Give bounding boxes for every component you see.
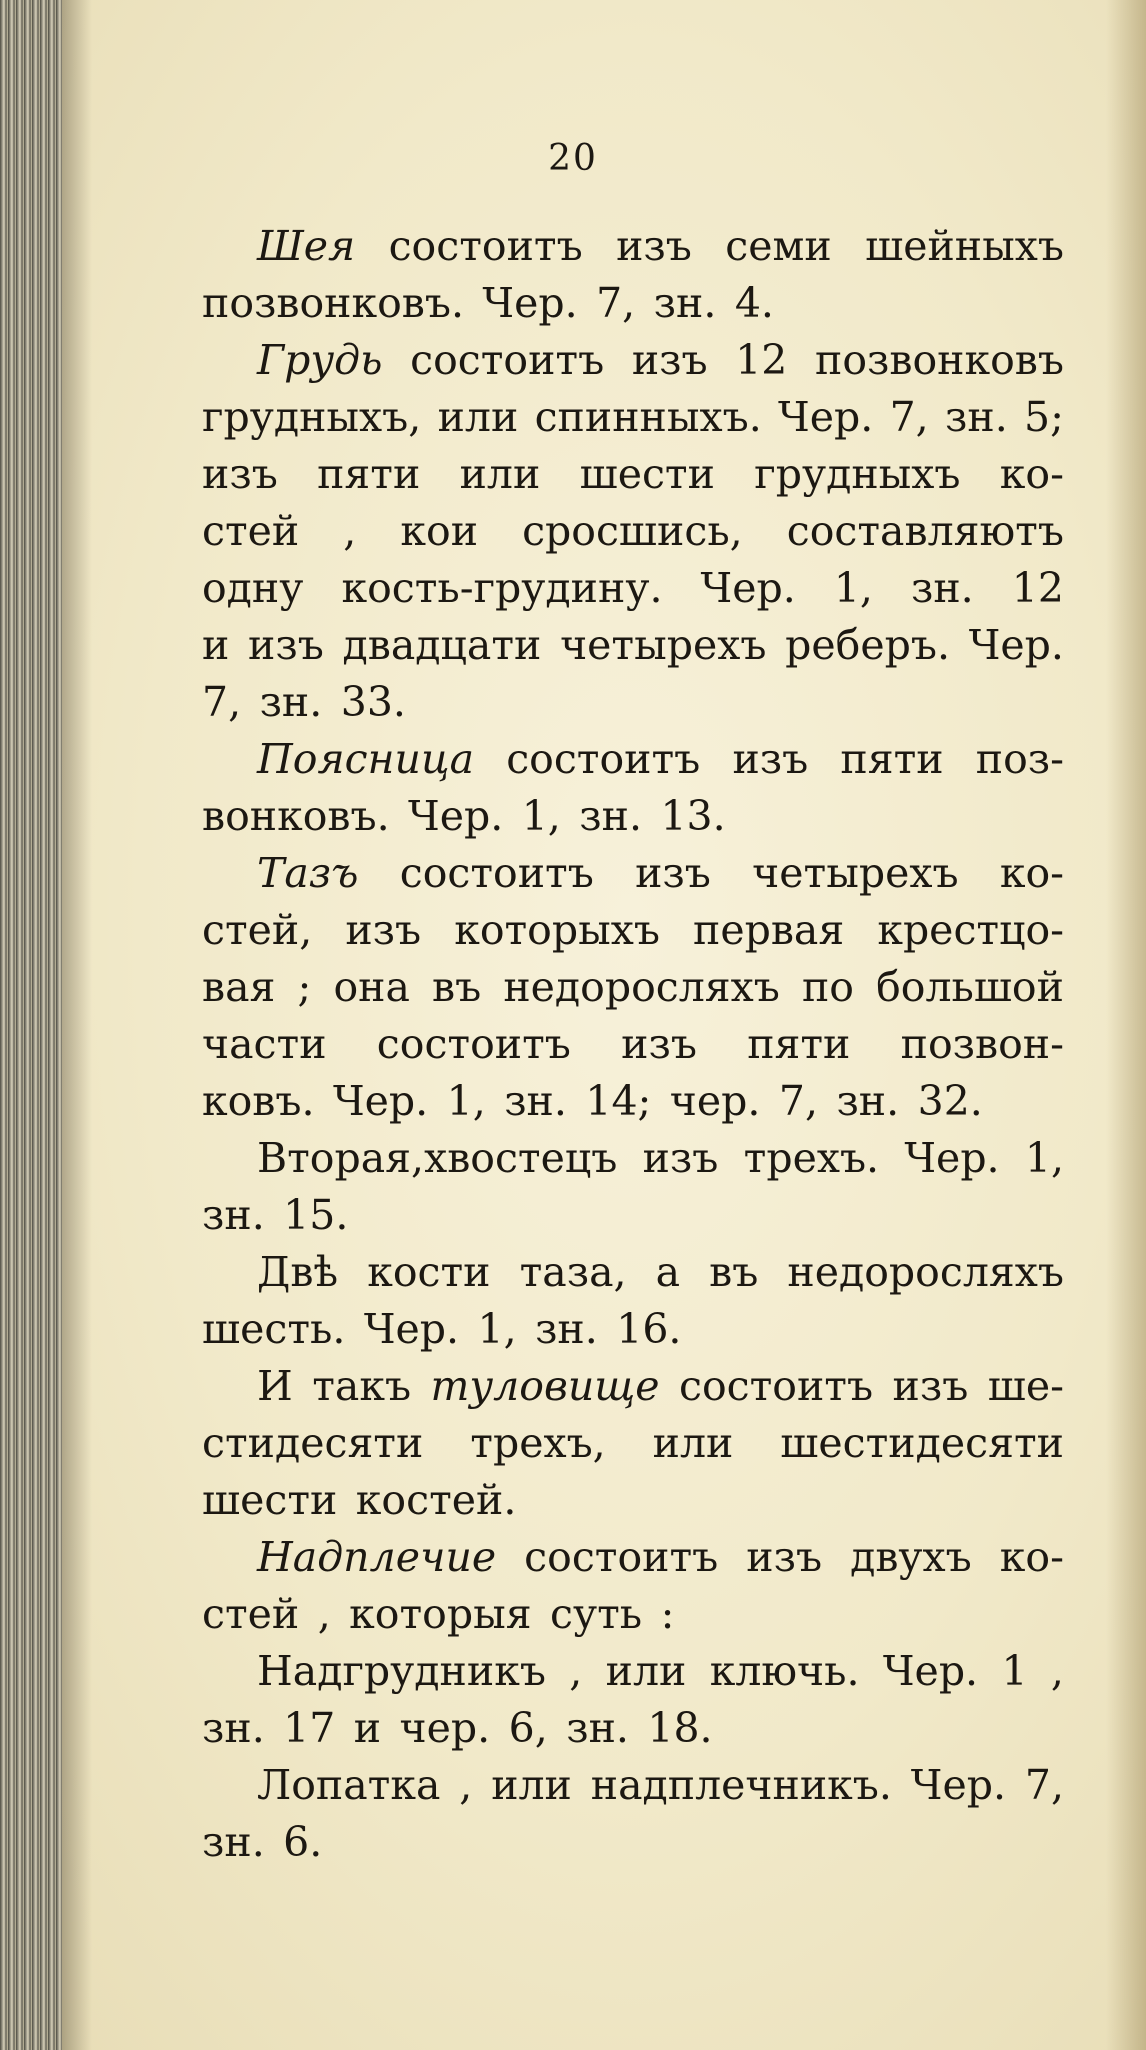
word: зн. [653, 279, 717, 327]
word: шейныхъ [865, 222, 1064, 270]
word: 32. [917, 1077, 983, 1125]
word: пяти [840, 735, 944, 783]
word: въ [432, 963, 482, 1011]
word: которыя [349, 1590, 532, 1638]
word: , [1050, 1647, 1064, 1695]
word: Чер. [408, 792, 504, 840]
word: зн. [910, 564, 974, 612]
word: Чер. [482, 279, 578, 327]
word: пяти [747, 1020, 851, 1068]
word: Чер. [904, 1134, 1000, 1182]
word: ключь. [709, 1647, 860, 1695]
gutter-shadow [62, 0, 92, 2050]
word: 1, [477, 1305, 517, 1353]
text-line [202, 788, 1064, 845]
word: Чер. [363, 1305, 460, 1353]
text-line [202, 332, 1064, 389]
word: шестидесяти [780, 1419, 1064, 1467]
word: Лопатка [257, 1761, 441, 1809]
text-line [202, 959, 1064, 1016]
word: стей [202, 507, 300, 555]
word: въ [709, 1248, 759, 1296]
word: двухъ [850, 1533, 972, 1581]
page-edge [1106, 0, 1146, 2050]
word: Чер. [332, 1077, 429, 1125]
word: или [459, 450, 541, 498]
text-line [202, 503, 1064, 560]
text-line [202, 1301, 1064, 1358]
word: стей, [202, 906, 313, 954]
text-line [202, 674, 1064, 731]
word: недоросляхъ [787, 1248, 1064, 1296]
word: 1 [1001, 1647, 1028, 1695]
word: Вторая,хвостецъ [257, 1134, 618, 1182]
word: изъ [746, 1533, 823, 1581]
word: трехъ, [470, 1419, 606, 1467]
word: или [652, 1419, 734, 1467]
word: стей [202, 1590, 300, 1638]
text-line [202, 902, 1064, 959]
word: изъ [732, 735, 809, 783]
word: Двѣ [257, 1248, 339, 1296]
body-text [202, 218, 1064, 1871]
word: ко- [999, 1533, 1064, 1581]
word: И [257, 1362, 293, 1410]
word: такъ [312, 1362, 412, 1410]
word: изъ [616, 222, 692, 270]
word: а [655, 1248, 681, 1296]
word: кость-грудину. [341, 564, 663, 612]
word: части [202, 1020, 327, 1068]
word: позвон- [900, 1020, 1064, 1068]
word: состоитъ [399, 849, 594, 897]
word: ше- [987, 1362, 1064, 1410]
word: кости [367, 1248, 491, 1296]
text-line [202, 1073, 1064, 1130]
word: зн. [945, 393, 1008, 441]
word: 14; [585, 1077, 652, 1125]
text-line [202, 845, 1064, 902]
word: 1, [1024, 1134, 1064, 1182]
text-line [202, 560, 1064, 617]
word: пяти [317, 450, 421, 498]
word: вая [202, 963, 276, 1011]
word: первая [693, 906, 845, 954]
text-line [202, 1187, 1064, 1244]
word: составляютъ [786, 507, 1064, 555]
word: сросшись, [522, 507, 743, 555]
book-spine [0, 0, 62, 2050]
word: она [333, 963, 410, 1011]
word: состоитъ [506, 735, 701, 783]
text-line [202, 218, 1064, 275]
word: зн. [535, 1305, 598, 1353]
text-line [202, 1415, 1064, 1472]
word: 6, [508, 1704, 548, 1752]
word: состоитъ [388, 222, 583, 270]
word: 1, [833, 564, 873, 612]
text-line [202, 1472, 1064, 1529]
word: ко- [999, 450, 1064, 498]
word: 15. [283, 1191, 349, 1239]
word: семи [725, 222, 832, 270]
word: большой [876, 963, 1064, 1011]
italic-term: Тазъ [257, 849, 359, 897]
word: 7, [1024, 1761, 1064, 1809]
word: кои [400, 507, 479, 555]
word: шести [579, 450, 715, 498]
word: состоитъ [376, 1020, 571, 1068]
word: грудныхъ, [202, 393, 422, 441]
word: грудныхъ [754, 450, 961, 498]
page-number: 20 [548, 138, 598, 179]
word: 1, [521, 792, 561, 840]
word: реберъ. [785, 621, 950, 669]
word: изъ [202, 450, 278, 498]
word: надплечникъ. [590, 1761, 892, 1809]
text-line [202, 1130, 1064, 1187]
word: состоитъ [410, 336, 605, 384]
word: изъ [631, 336, 708, 384]
text-line [202, 1700, 1064, 1757]
word: четырехъ [752, 849, 959, 897]
italic-term: Поясница [257, 735, 475, 783]
word: ; [297, 963, 312, 1011]
word: 6. [283, 1818, 323, 1866]
word: изъ [892, 1362, 969, 1410]
word: , [343, 507, 357, 555]
word: : [660, 1590, 675, 1638]
word: суть [550, 1590, 643, 1638]
word: 33. [340, 678, 406, 726]
text-line [202, 1244, 1064, 1301]
word: состоитъ [679, 1362, 874, 1410]
text-line [202, 1757, 1064, 1814]
word: Чер. [700, 564, 796, 612]
word: и [353, 1704, 382, 1752]
word: 7, [889, 393, 929, 441]
word: вонковъ. [202, 792, 390, 840]
word: изъ [345, 906, 422, 954]
word: позвонковъ. [202, 279, 464, 327]
word: костей. [355, 1476, 517, 1524]
word: зн. [202, 1191, 265, 1239]
text-line [202, 446, 1064, 503]
word: трехъ. [743, 1134, 880, 1182]
word: спинныхъ. [534, 393, 762, 441]
word: Чер. [968, 621, 1064, 669]
word: , [317, 1590, 331, 1638]
word: 7, [202, 678, 242, 726]
word: зн. [504, 1077, 567, 1125]
word: 7, [596, 279, 636, 327]
word: или [491, 1761, 572, 1809]
word: 17 [283, 1704, 336, 1752]
word: или [437, 393, 519, 441]
word: изъ [642, 1134, 719, 1182]
word: таза, [519, 1248, 627, 1296]
word: состоитъ [524, 1533, 719, 1581]
italic-term: туловище [430, 1362, 660, 1410]
text-line [202, 389, 1064, 446]
word: 4. [734, 279, 774, 327]
word: зн. [836, 1077, 900, 1125]
word: зн. [202, 1704, 265, 1752]
word: изъ [635, 849, 711, 897]
word: Чер. [910, 1761, 1006, 1809]
word: недоросляхъ [503, 963, 780, 1011]
word: 7, [778, 1077, 818, 1125]
word: изъ [248, 621, 324, 669]
word: ко- [999, 849, 1064, 897]
italic-term: Шея [257, 222, 356, 270]
word: позвонковъ [815, 336, 1064, 384]
word: 5; [1024, 393, 1064, 441]
word: четырехъ [560, 621, 767, 669]
word: 12 [735, 336, 788, 384]
word: 13. [660, 792, 726, 840]
word: ковъ. [202, 1077, 315, 1125]
word: или [605, 1647, 687, 1695]
word: зн. [566, 1704, 629, 1752]
word: и [202, 621, 230, 669]
word: 12 [1011, 564, 1064, 612]
text-line [202, 1358, 1064, 1415]
word: чер. [669, 1077, 761, 1125]
text-line [202, 731, 1064, 788]
word: 18. [647, 1704, 713, 1752]
word: шесть. [202, 1305, 346, 1353]
word: зн. [202, 1818, 265, 1866]
word: шести [202, 1476, 338, 1524]
text-line [202, 1529, 1064, 1586]
word: , [459, 1761, 473, 1809]
word: которыхъ [454, 906, 660, 954]
text-line [202, 1586, 1064, 1643]
word: крестцо- [877, 906, 1064, 954]
word: зн. [579, 792, 643, 840]
text-line [202, 1643, 1064, 1700]
text-line [202, 275, 1064, 332]
word: по [801, 963, 854, 1011]
word: двадцати [342, 621, 542, 669]
word: одну [202, 564, 304, 612]
word: стидесяти [202, 1419, 424, 1467]
word: Чер. [882, 1647, 979, 1695]
word: 16. [616, 1305, 682, 1353]
word: чер. [399, 1704, 491, 1752]
italic-term: Надплечие [257, 1533, 497, 1581]
word: 1, [446, 1077, 486, 1125]
word: поз- [975, 735, 1064, 783]
word: Надгрудникъ [257, 1647, 546, 1695]
text-line [202, 617, 1064, 674]
word: , [569, 1647, 583, 1695]
word: зн. [259, 678, 323, 726]
word: изъ [621, 1020, 697, 1068]
text-line [202, 1016, 1064, 1073]
italic-term: Грудь [257, 336, 383, 384]
text-line [202, 1814, 1064, 1871]
word: Чер. [778, 393, 874, 441]
